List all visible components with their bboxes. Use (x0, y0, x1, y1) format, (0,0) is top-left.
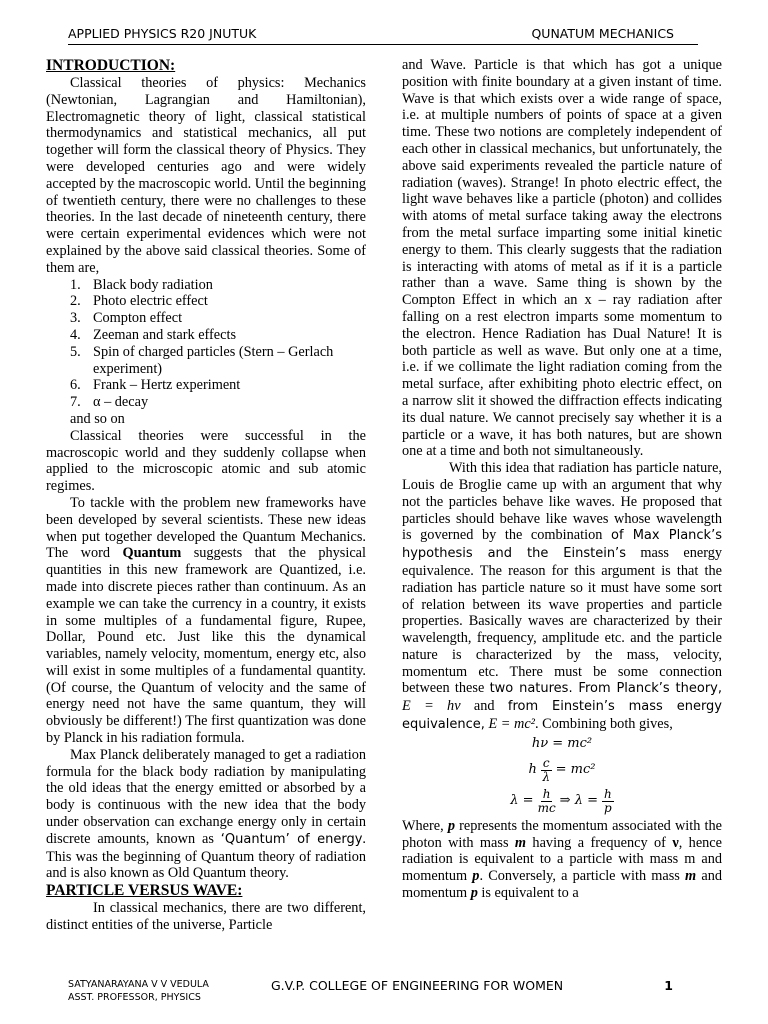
momentum-paragraph: Where, p represents the momentum associated with the photon with mass m having a frequency of ν, hence radiation is equivalent to a particle with mass m and momentum p. Conversely, a particle with mass m and momentum p is equivalent to a (402, 817, 723, 902)
header-topic: QUNATUM MECHANICS (531, 26, 674, 41)
list-item: 5. Spin of charged particles (Stern – Gerlach experiment) (70, 343, 334, 377)
intro-paragraph-1: Classical theories of physics: Mechanics (Newtonian, Lagrangian and Hamiltonian), Electromagnetic theory of light, classical statistical thermodynamics and statistical mechanics, all put together will form the classical theory of Physics. They were developed centuries ago and were widely accepted by the macroscopic world. Until the beginning of twentieth century, there were no challenges to these theories. In the last decade of nineteenth century, there were certain experimental evidences which were not explained by the above said classical theories. Some of them are, (46, 75, 366, 276)
list-item: 1. Black body radiation (70, 276, 213, 293)
list-item: 2. Photo electric effect (70, 293, 208, 310)
author-info (68, 978, 209, 1004)
equation-3: λ = $\frac{h}{mc}$ ⇒ λ = $\frac{h}{p}$ (510, 787, 612, 816)
list-item: 7. α – decay (70, 394, 149, 411)
list-item: 4. Zeeman and stark effects (70, 326, 237, 343)
page-number: 1 (664, 978, 673, 993)
and-so-on: and so on (70, 410, 125, 427)
header-course: APPLIED PHYSICS R20 JNUTUK (68, 26, 257, 41)
page-header (68, 26, 698, 45)
particle-wave-paragraph-1-right: and Wave. Particle is that which has got a unique position with finite boundary at a given instant of time. Wave is that which exists over a wide range of space, i.e. at multiple numbers of points of space at a given time. These two notions are completely independent of each other in classical mechanics, but unfortunately, the above said experiments revealed the particle nature of radiation (waves). Strange! In photo electric effect, the light wave behaves like a particle (photon) and collides with atoms of metal surface taking away the electrons from the metal surface imparting some initial kinetic energy to them. This clearly suggests that the radiation is interacting with atoms of metal as if it is a particle rather than a wave. Same thing is shown by the Compton Effect in which an x – ray radiation after falling on a rest electron imparts some momentum to the electron. Hence Radiation has Dual Nature! It is both particle as well as wave. But only one at a time, i.e. if we collimate the light radiation coming from the metal surface, after exhibiting photo electric effect, on a narrow slit it showed the diffraction effects indicating its dual nature. We cannot precisely say whether it is a particle or a wave, it has both natures, but are shown one at a time and both not simultaneously. (402, 57, 722, 460)
author-name: SATYANARAYANA V V VEDULA (68, 979, 209, 990)
equation-2: h $\frac{c}{\lambda}$ = mc² (528, 756, 596, 785)
left-column (46, 57, 366, 934)
intro-paragraph-3: To tackle with the problem new frameworks have been developed by several scientists. These new ideas when put together developed the Quantum Mechanics. The word Quantum suggests that the physical quantities in this new framework are Quantized, i.e. made into discrete pieces rather than continuum. As an example we can take the currency in a country, it exists in some multiples of a fundamental figure, Rupee, Dollar, Pound etc. Just like this the dynamical variables, namely velocity, momentum, energy etc, also will exist in some multiples of a fundamental quantity. (Of course, the Quantum of velocity and the same of energy need not have the same quantum, they will obviously be different!) The first quantization was done by Planck in his radiation formula. (46, 494, 366, 747)
de-broglie-paragraph: With this idea that radiation has particle nature, Louis de Broglie came up with an argument that why not the particles behave like waves. He proposed that particles should behave like waves whose wavelength is governed by the combination of Max Planck’s hypothesis and the Einstein’s mass energy equivalence. The reason for this argument is that the radiation has particle nature so it must have some sort of relation between its wave properties and particle properties. Basically waves are characterized by their wavelength, frequency, amplitude etc. and the particle nature is characterized by the mass, velocity, momentum etc. There must be some connection between these two natures. From Planck’s theory, E = hν and from Einstein’s mass energy equivalence, E = mc². Combining both gives, (402, 460, 722, 733)
intro-paragraph-4: Max Planck deliberately managed to get a radiation formula for the black body radiation by manipulating the old ideas that the energy emitted or absorbed by a body is continuous with the new idea that the body under observation can exchange energy only in certain discrete amounts, known as ‘Quantum’ of energy. This was the beginning of Quantum theory of radiation and is also known as Old Quantum theory. (46, 746, 366, 882)
intro-paragraph-2: Classical theories were successful in the macroscopic world and they suddenly collapse when applied to the microscopic atomic and sub atomic regimes. (46, 427, 366, 495)
list-item: 3. Compton effect (70, 310, 183, 327)
equation-block (402, 734, 722, 818)
list-item: 6. Frank – Hertz experiment (70, 377, 241, 394)
right-column (402, 57, 722, 902)
particle-wave-heading: PARTICLE VERSUS WAVE: (46, 882, 243, 900)
particle-wave-paragraph-1-left: In classical mechanics, there are two different, distinct entities of the universe, Particle (46, 900, 366, 934)
phenomena-list (46, 277, 366, 411)
college-name: G.V.P. COLLEGE OF ENGINEERING FOR WOMEN (271, 978, 564, 993)
equation-1: hν = mc² (531, 736, 593, 752)
author-title: ASST. PROFESSOR, PHYSICS (68, 992, 201, 1003)
intro-heading: INTRODUCTION: (46, 57, 176, 74)
